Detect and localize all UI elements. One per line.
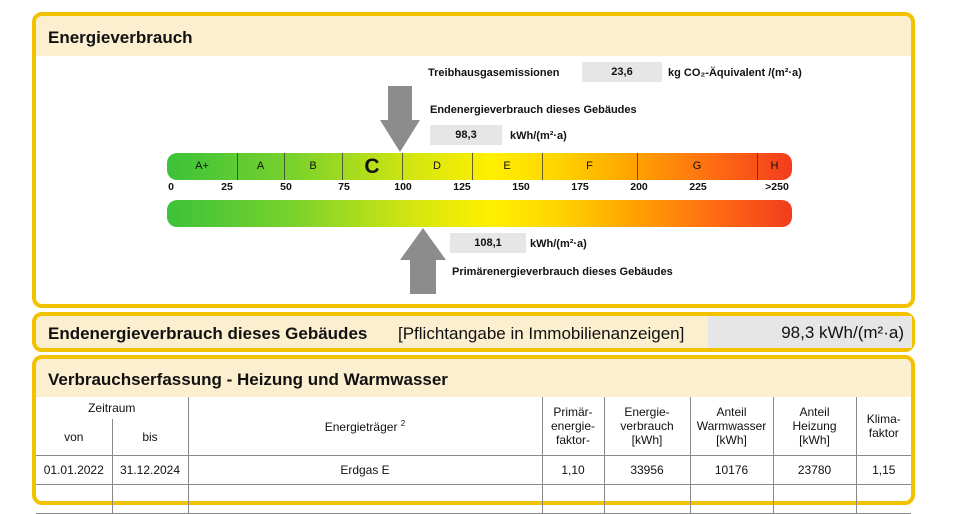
efficiency-class-scale: [167, 153, 792, 180]
row-to: 31.12.2024: [112, 456, 188, 485]
class-label: E: [503, 160, 511, 172]
carrier-header: Energieträger $^2$: [188, 397, 542, 456]
end-energy-value: 98,3: [430, 125, 502, 145]
selected-class-label: C: [364, 155, 380, 178]
scale-tick: >250: [765, 181, 789, 193]
scale-tick: 150: [512, 181, 530, 193]
scale-tick: 100: [394, 181, 412, 193]
primary-energy-value: 108,1: [450, 233, 526, 253]
statement-title: Endenergieverbrauch dieses Gebäudes: [48, 324, 368, 343]
table-row: [36, 485, 911, 514]
energy-panel-title: Energieverbrauch: [36, 16, 911, 56]
row-heating: 23780: [773, 456, 856, 485]
climate-header: Klima- faktor: [856, 397, 911, 456]
row-from: 01.01.2022: [36, 456, 112, 485]
from-header: von: [36, 419, 112, 456]
heating-header: Anteil Heizung [kWh]: [773, 397, 856, 456]
period-header: Zeitraum: [36, 397, 188, 419]
class-label: G: [692, 160, 702, 172]
scale-tick: 25: [221, 181, 233, 193]
end-energy-label: Endenergieverbrauch dieses Gebäudes: [430, 104, 637, 116]
scale-tick: 225: [689, 181, 707, 193]
to-header: bis: [112, 419, 188, 456]
scale-tick: 175: [571, 181, 589, 193]
row-factor: 1,10: [542, 456, 604, 485]
class-label: A+: [195, 160, 209, 172]
scale-tick: 75: [338, 181, 350, 193]
class-label: A: [256, 160, 265, 172]
class-label: D: [433, 160, 441, 172]
consumption-header: Energie- verbrauch [kWh]: [604, 397, 690, 456]
statement-value: 98,3 kWh/(m²·a): [708, 316, 912, 348]
scale-tick: 125: [453, 181, 471, 193]
ghg-label: Treibhausgasemissionen: [428, 67, 560, 79]
class-label: H: [770, 160, 779, 172]
class-label: F: [586, 160, 593, 172]
primary-energy-label: Primärenergieverbrauch dieses Gebäudes: [452, 266, 673, 278]
class-label: B: [309, 160, 317, 172]
table-row: [36, 456, 911, 485]
primary-factor-header: Primär- energie- faktor-: [542, 397, 604, 456]
row-hot-water: 10176: [690, 456, 773, 485]
ghg-unit: kg CO₂-Äquivalent /(m²·a): [668, 67, 802, 79]
end-energy-arrow-icon: [380, 86, 420, 152]
primary-energy-arrow-icon: [400, 228, 446, 294]
statement-note: [Pflichtangabe in Immobilienanzeigen]: [398, 324, 685, 343]
scale-tick: 50: [280, 181, 292, 193]
row-climate: 1,15: [856, 456, 911, 485]
row-carrier: Erdgas E: [188, 456, 542, 485]
energy-consumption-panel: [32, 12, 915, 308]
consumption-record-panel: [32, 355, 915, 505]
end-energy-statement-panel: [32, 312, 915, 352]
end-energy-unit: kWh/(m²·a): [510, 130, 567, 142]
row-consumption: 33956: [604, 456, 690, 485]
primary-energy-scale: [167, 200, 792, 227]
hot-water-header: Anteil Warmwasser [kWh]: [690, 397, 773, 456]
scale-tick: 0: [168, 181, 174, 193]
scale-tick: 200: [630, 181, 648, 193]
ghg-value: 23,6: [582, 62, 662, 82]
consumption-table: [36, 397, 911, 514]
consumption-title: Verbrauchserfassung - Heizung und Warmwasser: [36, 359, 911, 397]
primary-energy-unit: kWh/(m²·a): [530, 238, 587, 250]
